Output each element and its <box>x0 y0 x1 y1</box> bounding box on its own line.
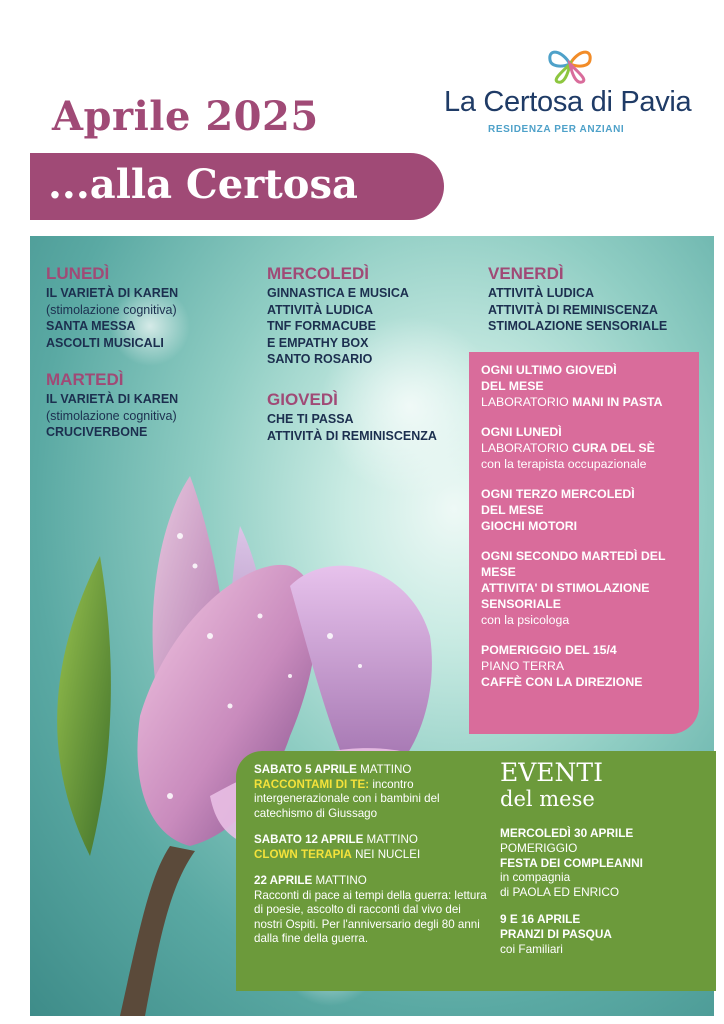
event-name: RACCONTAMI DI TE: <box>254 777 370 791</box>
recurring-body-bold: CURA DEL SÈ <box>572 441 655 455</box>
recurring-heading: SENSORIALE <box>481 597 561 611</box>
recurring-body <box>481 394 687 410</box>
event-time: MATTINO <box>315 874 367 887</box>
activity: SANTA MESSA <box>46 319 136 333</box>
recurring-heading: DEL MESE <box>481 379 544 393</box>
recurring-body-bold: MANI IN PASTA <box>572 395 663 409</box>
activity: IL VARIETÀ DI KAREN <box>46 392 179 406</box>
recurring-item <box>481 642 687 690</box>
recurring-heading: DEL MESE <box>481 503 544 517</box>
recurring-item <box>481 424 687 472</box>
events-title: EVENTI <box>500 758 603 787</box>
event-date: SABATO 12 APRILE <box>254 833 364 846</box>
event-time: MATTINO <box>360 763 412 776</box>
activity: E EMPATHY BOX <box>267 335 369 350</box>
logo-tagline: RESIDENZA PER ANZIANI <box>488 124 625 135</box>
event-item <box>254 833 490 862</box>
recurring-body-plain: PIANO TERRA <box>481 659 565 673</box>
event-date: 22 APRILE <box>254 874 313 887</box>
recurring-item <box>481 548 687 628</box>
day-title-wednesday: MERCOLEDÌ <box>267 264 369 283</box>
page-title: Aprile 2025 <box>52 93 319 140</box>
event-text <box>254 778 490 822</box>
event-name: PRANZI DI PASQUA <box>500 926 612 941</box>
monthly-events <box>500 759 706 968</box>
activity: CHE TI PASSA <box>267 412 354 426</box>
event-desc: coi Familiari <box>500 941 563 956</box>
event-date-line <box>254 763 490 778</box>
event-item <box>254 874 490 947</box>
event-desc: incontro intergenerazionale con i bambini del catechismo di Giussago <box>254 777 440 820</box>
event-date-line <box>254 833 490 848</box>
day-thursday <box>267 390 467 444</box>
events-subtitle: del mese <box>500 787 595 811</box>
activity: TNF FORMACUBE <box>267 319 377 333</box>
recurring-heading: CAFFÈ CON LA DIREZIONE <box>481 675 643 689</box>
event-time: POMERIGGIO <box>500 840 578 855</box>
event-desc: NEI NUCLEI <box>355 847 421 861</box>
recurring-heading: ATTIVITA' DI STIMOLAZIONE <box>481 581 650 595</box>
recurring-heading: GIOCHI MOTORI <box>481 519 578 533</box>
day-monday <box>46 264 246 351</box>
butterfly-logo-icon <box>544 44 596 84</box>
recurring-body-plain: LABORATORIO <box>481 395 569 409</box>
event-date: MERCOLEDÌ 30 APRILE <box>500 826 634 840</box>
day-title-monday: LUNEDÌ <box>46 264 110 283</box>
activity: ATTIVITÀ LUDICA <box>488 286 595 300</box>
activity-note: (stimolazione cognitiva) <box>46 302 177 317</box>
activity: ATTIVITÀ DI REMINISCENZA <box>267 428 437 443</box>
activity: GINNASTICA E MUSICA <box>267 286 409 300</box>
day-title-thursday: GIOVEDÌ <box>267 390 338 409</box>
recurring-body <box>481 440 687 456</box>
activity: CRUCIVERBONE <box>46 425 148 439</box>
event-item <box>500 912 706 956</box>
recurring-heading: MESE <box>481 565 516 579</box>
recurring-note: con la psicologa <box>481 613 570 627</box>
day-title-tuesday: MARTEDÌ <box>46 370 124 389</box>
day-title-friday: VENERDÌ <box>488 264 564 283</box>
day-friday <box>488 264 708 335</box>
event-text <box>254 848 490 863</box>
recurring-heading: OGNI SECONDO MARTEDÌ DEL <box>481 549 666 563</box>
day-tuesday <box>46 370 246 441</box>
recurring-note: con la terapista occupazionale <box>481 457 647 471</box>
events-panel <box>236 751 716 991</box>
subtitle-banner <box>30 153 444 220</box>
activity: SANTO ROSARIO <box>267 352 373 366</box>
event-desc: in compagnia <box>500 870 571 885</box>
logo-name: La Certosa di Pavia <box>444 86 692 118</box>
activity: ASCOLTI MUSICALI <box>46 335 164 350</box>
recurring-heading: OGNI LUNEDÌ <box>481 425 562 439</box>
activity: STIMOLAZIONE SENSORIALE <box>488 319 668 333</box>
events-list <box>254 763 490 959</box>
recurring-heading: OGNI TERZO MERCOLEDÌ <box>481 487 635 501</box>
event-desc: di PAOLA ED ENRICO <box>500 885 620 900</box>
recurring-item <box>481 362 687 410</box>
event-item <box>500 826 706 900</box>
logo <box>444 44 704 144</box>
activity: IL VARIETÀ DI KAREN <box>46 286 179 300</box>
event-date: 9 E 16 APRILE <box>500 911 581 926</box>
event-date-line <box>254 874 490 889</box>
activity-note: (stimolazione cognitiva) <box>46 408 177 423</box>
day-wednesday <box>267 264 467 368</box>
subtitle-text: ...alla Certosa <box>48 161 358 208</box>
recurring-body-plain: LABORATORIO <box>481 441 569 455</box>
recurring-heading: POMERIGGIO DEL 15/4 <box>481 643 617 657</box>
event-name: CLOWN TERAPIA <box>254 847 352 861</box>
event-item <box>254 763 490 821</box>
recurring-heading: OGNI ULTIMO GIOVEDÌ <box>481 363 617 377</box>
activity: ATTIVITÀ DI REMINISCENZA <box>488 302 658 317</box>
activity: ATTIVITÀ LUDICA <box>267 302 374 317</box>
event-time: MATTINO <box>366 833 418 846</box>
event-date: SABATO 5 APRILE <box>254 763 357 776</box>
event-name: FESTA DEI COMPLEANNI <box>500 855 643 870</box>
recurring-activities-panel <box>469 352 699 734</box>
event-desc: Racconti di pace ai tempi della guerra: lettura di poesie, ascolto di racconti dal vivo dei nostri Ospiti. Per l'anniversario degli 80 anni dalla fine della guerra. <box>254 888 487 945</box>
recurring-item <box>481 486 687 534</box>
